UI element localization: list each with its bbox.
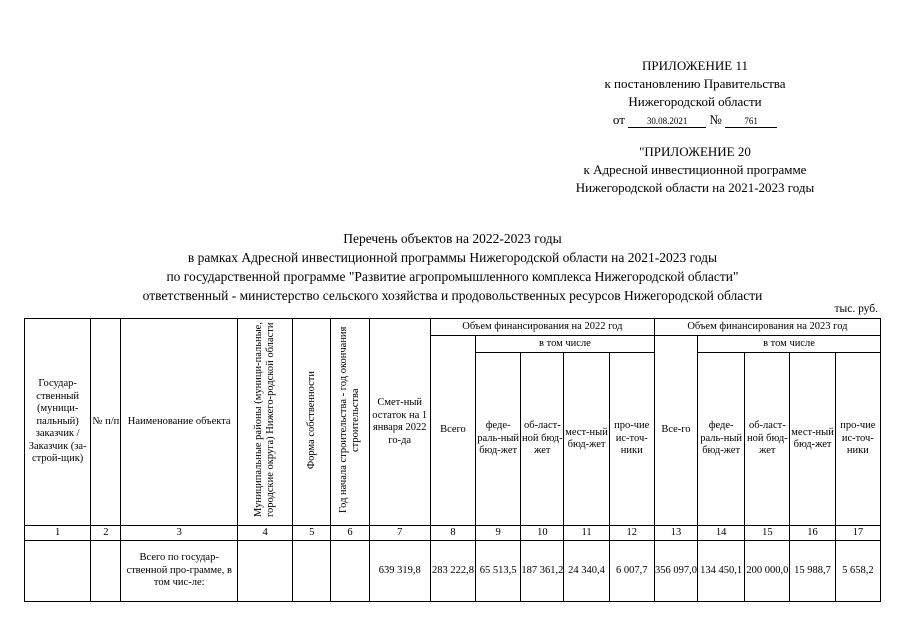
cell-local-2023: 15 988,7	[790, 541, 835, 602]
appendix-11-title: ПРИЛОЖЕНИЕ 11	[642, 58, 748, 73]
cell-customer	[25, 541, 91, 602]
header-ownership	[293, 319, 331, 526]
header-federal-2022: феде-раль-ный бюд-жет	[476, 353, 521, 526]
cell-balance: 639 319,8	[369, 541, 430, 602]
appendix-11-date-line	[560, 111, 830, 129]
header-num: № п/п	[91, 319, 121, 526]
number-label: №	[709, 112, 722, 127]
appendix-11-line2: к постановлению Правительства	[604, 76, 786, 91]
header-municipal-text: Муниципальные районы (муници-пальные, городские округа) Нижего-родской области	[253, 322, 277, 518]
cell-years	[331, 541, 369, 602]
header-municipal	[237, 319, 292, 526]
header-federal-2023: феде-раль-ный бюд-жет	[698, 353, 745, 526]
header-other-2023: про-чие ис-точ-ники	[835, 353, 880, 526]
col-number: 11	[564, 526, 609, 541]
appendix-11-header	[560, 57, 830, 129]
document-title	[0, 229, 905, 305]
col-number: 4	[237, 526, 292, 541]
cell-municipal	[237, 541, 292, 602]
col-number: 2	[91, 526, 121, 541]
col-number: 7	[369, 526, 430, 541]
col-number: 3	[121, 526, 238, 541]
header-regional-2022: об-ласт-ной бюд-жет	[521, 353, 564, 526]
decree-number: 761	[725, 115, 777, 128]
units-label: тыс. руб.	[834, 303, 878, 315]
cell-federal-2023: 134 450,1	[698, 541, 745, 602]
header-years	[331, 319, 369, 526]
header-fin-2023: Объем финансирования на 2023 год	[654, 319, 880, 336]
appendix-20-line2: к Адресной инвестиционной программе	[583, 162, 807, 177]
col-number: 6	[331, 526, 369, 541]
column-number-row	[25, 526, 881, 541]
header-local-2022: мест-ный бюд-жет	[564, 353, 609, 526]
cell-ownership	[293, 541, 331, 602]
title-line-2: в рамках Адресной инвестиционной программы Нижегородской области на 2021-2023 годы	[187, 250, 718, 265]
col-number: 8	[430, 526, 475, 541]
header-customer: Государ-ственный (муници-пальный) заказчик / Заказчик (за-строй-щик)	[25, 319, 91, 526]
cell-num	[91, 541, 121, 602]
cell-other-2023: 5 658,2	[835, 541, 880, 602]
appendix-20-line3: Нижегородской области на 2021-2023 годы	[575, 180, 815, 195]
col-number: 10	[521, 526, 564, 541]
header-fin-2022: Объем финансирования на 2022 год	[430, 319, 654, 336]
header-total-2022: Всего	[430, 336, 475, 526]
financing-table	[24, 318, 881, 602]
table-row	[25, 541, 881, 602]
col-number: 12	[609, 526, 654, 541]
header-object-name: Наименование объекта	[121, 319, 238, 526]
from-label: от	[612, 112, 625, 127]
header-total-2023: Все-го	[654, 336, 697, 526]
appendix-20-title: "ПРИЛОЖЕНИЕ 20	[639, 144, 751, 159]
cell-total-2023: 356 097,0	[654, 541, 697, 602]
decree-date: 30.08.2021	[628, 115, 706, 128]
header-including-2023: в том числе	[698, 336, 881, 353]
col-number: 9	[476, 526, 521, 541]
appendix-20-header	[545, 143, 845, 197]
col-number: 14	[698, 526, 745, 541]
col-number: 5	[293, 526, 331, 541]
col-number: 16	[790, 526, 835, 541]
cell-regional-2023: 200 000,0	[745, 541, 790, 602]
header-local-2023: мест-ный бюд-жет	[790, 353, 835, 526]
cell-regional-2022: 187 361,2	[521, 541, 564, 602]
col-number: 15	[745, 526, 790, 541]
col-number: 13	[654, 526, 697, 541]
title-line-3: по государственной программе "Развитие агропромышленного комплекса Нижегородской области"	[166, 269, 739, 284]
header-years-text: Год начала строительства - год окончания строительства	[337, 326, 361, 513]
title-line-4: ответственный - министерство сельского хозяйства и продовольственных ресурсов Нижегородской области	[142, 288, 763, 303]
cell-total-2022: 283 222,8	[430, 541, 475, 602]
cell-object-name: Всего по государ-ственной про-грамме, в том чис-ле:	[121, 541, 238, 602]
header-balance: Смет-ный остаток на 1 января 2022 го-да	[369, 319, 430, 526]
header-ownership-text: Форма собственности	[305, 370, 317, 469]
col-number: 1	[25, 526, 91, 541]
appendix-11-line3: Нижегородской области	[628, 94, 762, 109]
header-including-2022: в том числе	[476, 336, 655, 353]
col-number: 17	[835, 526, 880, 541]
cell-federal-2022: 65 513,5	[476, 541, 521, 602]
header-other-2022: про-чие ис-точ-ники	[609, 353, 654, 526]
title-line-1: Перечень объектов на 2022-2023 годы	[343, 231, 562, 246]
cell-local-2022: 24 340,4	[564, 541, 609, 602]
cell-other-2022: 6 007,7	[609, 541, 654, 602]
header-regional-2023: об-ласт-ной бюд-жет	[745, 353, 790, 526]
